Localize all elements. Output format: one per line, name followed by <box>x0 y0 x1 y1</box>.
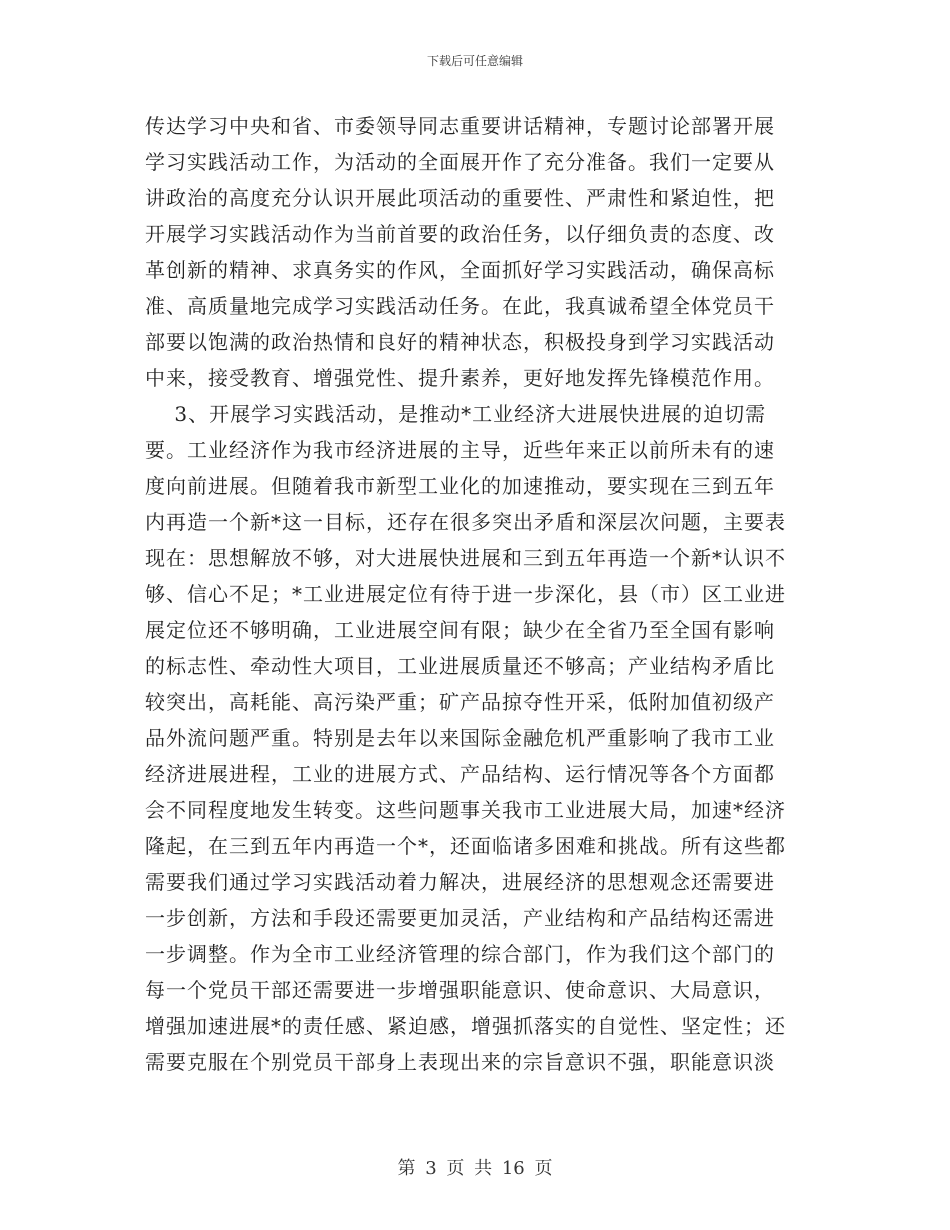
text-line: 需要我们通过学习实践活动着力解决，进展经济的思想观念还需要进 <box>145 870 775 894</box>
document-body <box>145 108 805 1080</box>
text-line: 开展学习实践活动作为当前首要的政治任务，以仔细负责的态度、改 <box>145 222 775 246</box>
text-line: 准、高质量地完成学习实践活动任务。在此，我真诚希望全体党员干 <box>145 294 775 318</box>
text-line: 会不同程度地发生转变。这些问题事关我市工业进展大局，加速*经济 <box>145 798 786 822</box>
text-line: 展定位还不够明确，工业进展空间有限；缺少在全省乃至全国有影响 <box>145 618 775 642</box>
page-number-footer: 第 3 页 共 16 页 <box>397 1158 553 1179</box>
text-line: 一步创新，方法和手段还需要更加灵活，产业结构和产品结构还需进 <box>145 906 775 930</box>
text-line: 经济进展进程，工业的进展方式、产品结构、运行情况等各个方面都 <box>145 762 775 786</box>
text-line: 部要以饱满的政治热情和良好的精神状态，积极投身到学习实践活动 <box>145 330 775 354</box>
text-line: 现在：思想解放不够，对大进展快进展和三到五年再造一个新*认识不 <box>145 546 786 570</box>
text-line: 内再造一个新*这一目标，还存在很多突出矛盾和深层次问题，主要表 <box>145 510 786 534</box>
text-line: 一步调整。作为全市工业经济管理的综合部门，作为我们这个部门的 <box>145 942 775 966</box>
text-line: 度向前进展。但随着我市新型工业化的加速推动，要实现在三到五年 <box>145 474 775 498</box>
text-line: 传达学习中央和省、市委领导同志重要讲话精神，专题讨论部署开展 <box>145 114 775 138</box>
text-line: 隆起，在三到五年内再造一个*，还面临诸多困难和挑战。所有这些都 <box>145 834 786 858</box>
text-line: 增强加速进展*的责任感、紧迫感，增强抓落实的自觉性、坚定性；还 <box>145 1014 786 1038</box>
text-line: 中来，接受教育、增强党性、提升素养，更好地发挥先锋模范作用。 <box>145 366 775 390</box>
text-line: 讲政治的高度充分认识开展此项活动的重要性、严肃性和紧迫性，把 <box>145 186 775 210</box>
text-line: 够、信心不足；*工业进展定位有待于进一步深化，县（市）区工业进 <box>145 582 786 606</box>
text-line: 需要克服在个别党员干部身上表现出来的宗旨意识不强，职能意识淡 <box>145 1050 775 1074</box>
text-line: 的标志性、牵动性大项目，工业进展质量还不够高；产业结构矛盾比 <box>145 654 775 678</box>
text-line: 品外流问题严重。特别是去年以来国际金融危机严重影响了我市工业 <box>145 726 775 750</box>
text-line: 每一个党员干部还需要进一步增强职能意识、使命意识、大局意识， <box>145 978 775 1002</box>
text-line: 革创新的精神、求真务实的作风，全面抓好学习实践活动，确保高标 <box>145 258 775 282</box>
text-line: 学习实践活动工作，为活动的全面展开作了充分准备。我们一定要从 <box>145 150 775 174</box>
page-header-note: 下载后可任意编辑 <box>426 54 523 68</box>
text-line: 较突出，高耗能、高污染严重；矿产品掠夺性开采，低附加值初级产 <box>145 690 775 714</box>
text-line: 要。工业经济作为我市经济进展的主导，近些年来正以前所未有的速 <box>145 438 775 462</box>
text-line: 3、开展学习实践活动，是推动*工业经济大进展快进展的迫切需 <box>145 402 767 426</box>
